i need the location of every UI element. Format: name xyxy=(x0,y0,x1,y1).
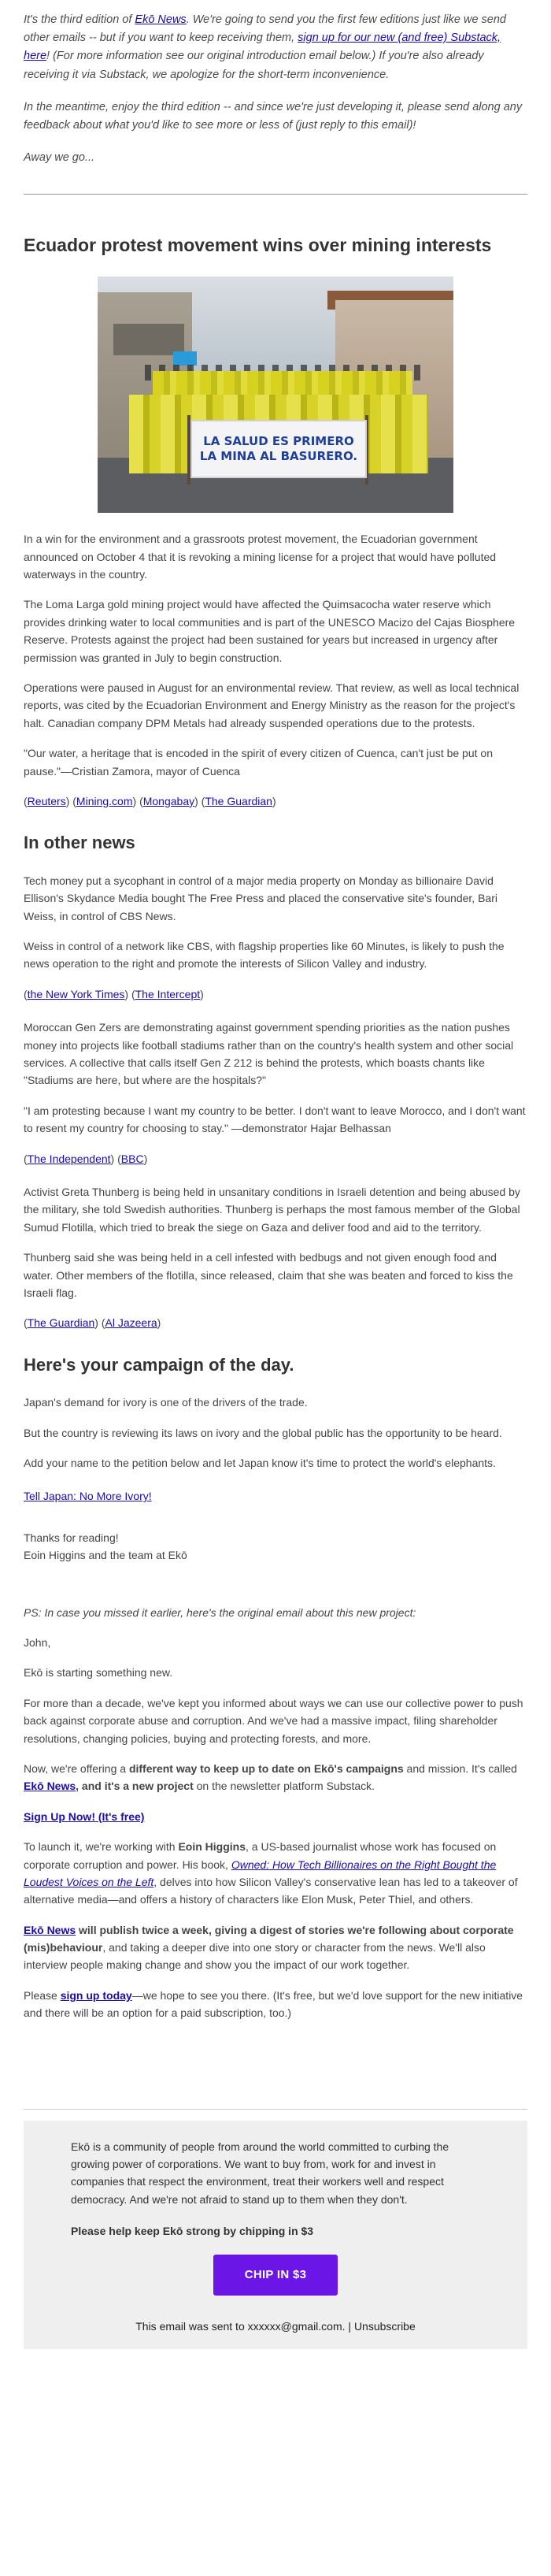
ps-paragraph: To launch it, we're working with Eoin Higgins, a US-based journalist whose work has focused on corporate corruption and power. His book, Owned: How Tech Billionaires on the Right Bought the Loudest Voices on the Left, delves into how Silicon Valley's conservative lean has led to a takeover of alternative media—and offers a history of characters like Elon Musk, Peter Thiel, and others. xyxy=(24,1840,518,1906)
signoff-author: Eoin Higgins and the team at Ekō xyxy=(24,1549,187,1562)
intro-text: . We're going to send you the first few editions just like we send other emails -- but if you want to keep receiving them, xyxy=(24,13,506,45)
eko-news-link-2[interactable]: Ekō News xyxy=(24,1780,76,1793)
signoff-thanks: Thanks for reading! xyxy=(24,1531,119,1544)
email-body xyxy=(24,0,527,2022)
source-link-aljazeera[interactable]: Al Jazeera xyxy=(105,1316,157,1330)
ps-signup xyxy=(24,1808,527,1825)
story-paragraph: In a win for the environment and a grassroots protest movement, the Ecuadorian government announced on October 4 that it is revoking a mining license for a project that would have polluted waterways in the country. xyxy=(24,533,497,581)
source-link-bbc[interactable]: BBC xyxy=(120,1152,144,1165)
ps-paragraph: For more than a decade, we've kept you informed about ways we can use our collective power to push back against corporate abuse and corruption. And we've had a massive impact, filing shareholder resolutions, changing policies, buying and protecting forests, and more. xyxy=(24,1696,523,1745)
ps-paragraph: Now, we're offering a different way to keep up to date on Ekō's campaigns and mission. It's called Ekō News, and it's a new project on the newsletter platform Substack. xyxy=(24,1761,517,1793)
intro xyxy=(24,11,527,167)
news-paragraph: Thunberg said she was being held in a cell infested with bedbugs and not given enough food and water. Other members of the flotilla, since released, claim that she was beaten and forced to kiss the Israeli flag. xyxy=(24,1251,513,1299)
news-paragraph: Tech money put a sycophant in control of a major media property on Monday as billionaire David Ellison's Skydance Media bought The Free Press and placed the conservative site's founder, Bari Weiss, in control of CBS News. xyxy=(24,874,497,922)
unsubscribe-link[interactable]: Unsubscribe xyxy=(353,2319,416,2333)
source-link-independent[interactable]: The Independent xyxy=(27,1152,111,1165)
signup-now-link[interactable]: Sign Up Now! (It's free) xyxy=(24,1810,145,1823)
banner-line: LA MINA AL BASURERO. xyxy=(199,449,358,464)
protest-banner xyxy=(190,420,367,478)
source-link-nyt[interactable]: the New York Times xyxy=(27,987,125,1000)
main-story xyxy=(24,234,527,2021)
banner-line: LA SALUD ES PRIMERO xyxy=(203,433,354,448)
book-link[interactable]: Owned: How Tech Billionaires on the Right Bought the Loudest Voices on the Left xyxy=(24,1858,497,1888)
footer-about: Ekō is a community of people from around the world committed to curbing the growing power of corporations. We want to buy from, work for and invest in companies that respect the environment, treat their workers well and respect democracy. And we're not afraid to stand up to them when they don't. xyxy=(71,2140,449,2206)
ps-greeting: John, xyxy=(24,1636,51,1650)
divider xyxy=(24,194,527,195)
news-sources: (The Independent) (BBC) xyxy=(24,1152,148,1165)
news-sources: (the New York Times) (The Intercept) xyxy=(24,987,204,1000)
protest-photo xyxy=(98,277,453,513)
footer-ask: Please help keep Ekō strong by chipping in $3 xyxy=(71,2225,314,2238)
news-paragraph: Activist Greta Thunberg is being held in unsanitary conditions in Israeli detention and being abused by the military, she told Swedish authorities. Thunberg is perhaps the most famous member of the Global Sumud Flotilla, which tried to break the siege on Gaza and deliver food and aid to the territory. xyxy=(24,1185,520,1234)
campaign-paragraph: Japan's demand for ivory is one of the drivers of the trade. xyxy=(24,1396,308,1409)
news-sources: (The Guardian) (Al Jazeera) xyxy=(24,1316,161,1330)
intro-away: Away we go... xyxy=(24,151,95,165)
intro-paragraph xyxy=(24,11,527,84)
intro-feedback: In the meantime, enjoy the third edition -- and since we're just developing it, please send along any feedback about what you'd like to see more or less of (just reply to this email)! xyxy=(24,100,523,132)
eko-news-link-3[interactable]: Ekō News xyxy=(24,1923,76,1936)
signoff xyxy=(24,1529,527,1565)
ps-paragraph: Ekō News will publish twice a week, giving a digest of stories we're following about corporate (mis)behaviour, and taking a deeper dive into one story or character from the news. We'll also interview people making change and show you the impact of our work together. xyxy=(24,1923,514,1972)
news-paragraph: Moroccan Gen Zers are demonstrating against government spending priorities as the nation pushes money into projects like football stadiums rather than on the country's health system and other social services. A collective that calls itself Gen Z 212 is behind the protests, which boasts chants like "Stadiums are here, but where are the hospitals?" xyxy=(24,1021,514,1087)
story-sources: (Reuters) (Mining.com) (Mongabay) (The Guardian) xyxy=(24,794,276,807)
source-link-mining[interactable]: Mining.com xyxy=(76,794,133,807)
campaign-paragraph: But the country is reviewing its laws on ivory and the global public has the opportunity to be heard. xyxy=(24,1426,502,1439)
footer-box xyxy=(24,2121,527,2349)
campaign-paragraph: Add your name to the petition below and let Japan know it's time to protect the world's elephants. xyxy=(24,1457,496,1470)
news-quote: "I am protesting because I want my country to be better. I don't want to leave Morocco, and I don't want to resent my country for choosing to stay." —demonstrator Hajar Belhassan xyxy=(24,1104,526,1135)
source-link-guardian[interactable]: The Guardian xyxy=(205,794,272,807)
source-link-intercept[interactable]: The Intercept xyxy=(135,987,201,1000)
story-title: Ecuador protest movement wins over mining interests xyxy=(24,235,492,256)
ps-paragraph: Ekō is starting something new. xyxy=(24,1666,173,1680)
story-paragraph: Operations were paused in August for an environmental review. That review, as well as local technical reports, was cited by the Ecuadorian Environment and Energy Ministry as the reason for the project's halt. Canadian company DPM Metals had already suspended operations due to the protests. xyxy=(24,681,520,729)
ps-paragraph: Please sign up today—we hope to see you there. (It's free, but we'd love support for the new initiative and there will be an option for a paid subscription, too.) xyxy=(24,1988,523,2020)
sent-notice: This email was sent to xxxxxx@gmail.com. | Unsubscribe xyxy=(135,2319,416,2333)
signup-today-link[interactable]: sign up today xyxy=(60,1988,132,2002)
substack-signup-link[interactable]: sign up for our new (and free) Substack, here xyxy=(24,32,501,63)
news-paragraph: Weiss in control of a network like CBS, with flagship properties like 60 Minutes, is likely to push the news operation to the right and promote the interests of Silicon Valley and industry. xyxy=(24,940,505,971)
source-link-mongabay[interactable]: Mongabay xyxy=(142,794,195,807)
other-news-title: In other news xyxy=(24,833,135,853)
story-paragraph: The Loma Larga gold mining project would have affected the Quimsacocha water reserve which provides drinking water to local communities and is part of the UNESCO Macizo del Cajas Biosphere Reserve. Protests against the project had been sustained for years but increased in urgency after permission was granted in July to begin construction. xyxy=(24,598,516,664)
ps-heading: PS: In case you missed it earlier, here's the original email about this new project: xyxy=(24,1605,416,1619)
ps-section xyxy=(24,1604,527,2022)
source-link-guardian-2[interactable]: The Guardian xyxy=(27,1316,95,1330)
chip-in-button[interactable]: CHIP IN $3 xyxy=(213,2255,338,2296)
chip-wrap xyxy=(71,2255,480,2296)
petition-link[interactable]: Tell Japan: No More Ivory! xyxy=(24,1490,152,1503)
intro-text: ! (For more information see our original introduction email below.) If you're also already receiving it via Substack, we apologize for the short-term inconvenience. xyxy=(24,50,484,81)
story-quote: "Our water, a heritage that is encoded in the spirit of every citizen of Cuenca, can't just be put on pause."—Cristian Zamora, mayor of Cuenca xyxy=(24,747,493,778)
intro-text: It's the third edition of xyxy=(24,13,135,26)
footer xyxy=(24,2109,527,2349)
eko-news-link[interactable]: Ekō News xyxy=(135,13,187,26)
source-link-reuters[interactable]: Reuters xyxy=(27,794,66,807)
campaign-title: Here's your campaign of the day. xyxy=(24,1354,294,1375)
